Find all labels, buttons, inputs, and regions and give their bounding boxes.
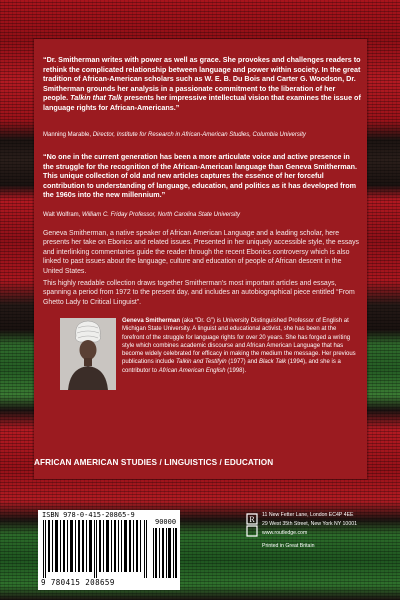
quote-marable-text-end: presents her impressive intellectual vision that examines the issue of language rights for African-Americans.” [43, 93, 361, 112]
author-name: Geneva Smitherman [122, 318, 181, 324]
isbn-label: ISBN 978-0-415-20865-9 [42, 511, 135, 519]
author-photo [60, 318, 116, 390]
quote-marable [43, 55, 361, 113]
subject-categories: AFRICAN AMERICAN STUDIES / LINGUISTICS / EDUCATION [34, 458, 274, 467]
quote-marable-text: “Dr. Smitherman writes with power as well as grace. She provokes and challenges readers to rethink the complicated relationship between language and power within society. In the great tradition of African-American scholars such as W. E. B. Du Bois and Carter G. Woodson, Dr. Smitherman grounds her analysis in a passionate commitment to the liberation of her people. [43, 55, 361, 103]
publisher-address-uk: 11 New Fetter Lane, London EC4P 4EE [262, 512, 354, 518]
printed-in: Printed in Great Britain [262, 543, 315, 549]
bio-text-a: (aka “Dr. G”) is University Distinguished Professor of English at Michigan State University. A linguist and educational activist, she has been at the forefront of the struggle for language rights for over 20 years. She has forged a writing style which combines academic discourse and African American Language that has become widely celebrated for efficacy in making the medium the message. Her previous publications include [122, 318, 356, 366]
barcode-bars [41, 520, 151, 578]
attribution-wolfram [43, 211, 361, 219]
barcode-label [38, 510, 180, 590]
bio-book-1: Talkin and Testifyin [176, 359, 227, 366]
bio-text-c: (1994), and she is a contributor to [122, 359, 341, 374]
attribution-marable-name: Manning Marable, [43, 132, 92, 138]
quote-marable-book-title: Talkin that Talk [70, 93, 122, 103]
description-paragraph-2: This highly readable collection draws together Smitherman's most important articles and essays, spanning a period from 1972 to the present day, and includes an autobiographical piece entitled “From Ghetto Lady to Critical Linguist”. [43, 280, 355, 306]
attribution-marable-affiliation: Director, Institute for Research in African-American Studies, Columbia University [92, 132, 306, 138]
price-barcode-bars [152, 528, 178, 578]
bio-book-2: Black Talk [259, 359, 287, 366]
price-code: 90000 [155, 518, 177, 526]
publisher-logo-icon [245, 512, 259, 538]
attribution-wolfram-affiliation: William C. Friday Professor, North Carolina State University [82, 212, 241, 218]
quote-wolfram-text: “No one in the current generation has been a more articulate voice and active presence in the struggle for the recognition of the African-American language than Geneva Smitherman. This unique collection of old and new articles captures the essence of her forceful contribution to understanding of language, education, and politics as it has developed from the 1960s into the new millennium.” [43, 152, 358, 200]
bio-book-3: African American English [158, 367, 226, 374]
bio-text-d: (1998). [225, 367, 247, 374]
logo-letter: R [249, 515, 255, 524]
publisher-website: www.routledge.com [262, 530, 308, 536]
isbn-digits: 9 780415 208659 [41, 578, 115, 587]
bio-text-b: (1977) and [226, 359, 259, 366]
quote-wolfram [43, 152, 361, 200]
attribution-wolfram-name: Walt Wolfram, [43, 212, 81, 218]
attribution-marable [43, 131, 361, 139]
routledge-logo [245, 512, 259, 543]
publisher-address-us: 29 West 35th Street, New York NY 10001 [262, 521, 357, 527]
author-bio [122, 317, 360, 375]
description-paragraph-1: Geneva Smitherman, a native speaker of African American Language and a leading scholar, here presents her take on Ebonics and related issues. Presented in her uniquely accessible style, the essays and interlinking commentaries guide the reader through the recent Ebonics controversy which is also linked to past issues about the language, culture and education of people of African descent in the United States. [43, 230, 360, 275]
